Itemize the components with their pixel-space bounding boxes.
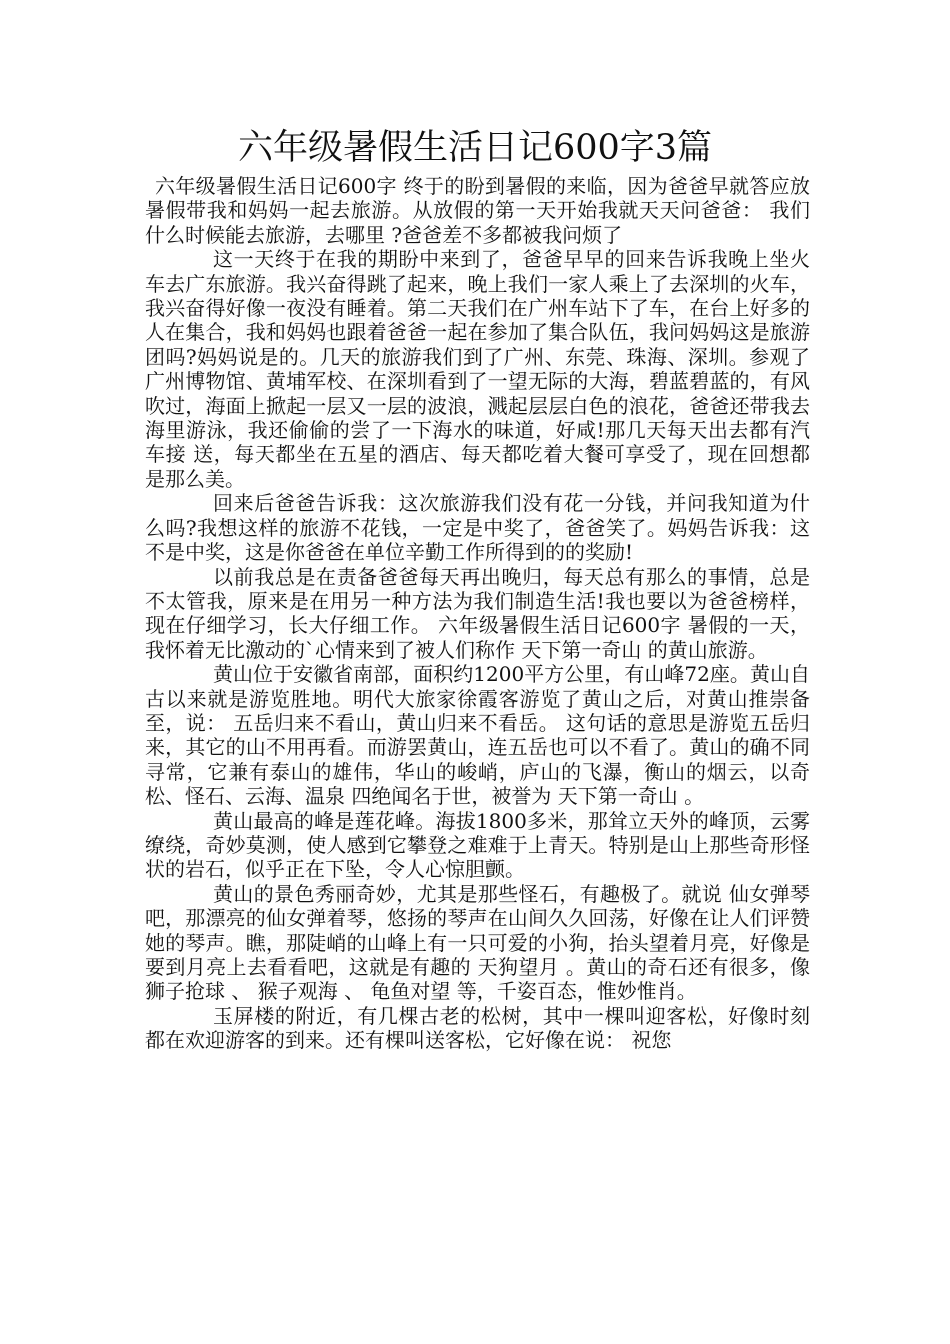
document-body xyxy=(145,174,810,1053)
document-title: 六年级暑假生活日记600字3篇 xyxy=(237,128,713,168)
paragraph-3: 回来后爸爸告诉我：这次旅游我们没有花一分钱，并问我知道为什么吗?我想这样的旅游不花钱，一定是中奖了，爸爸笑了。妈妈告诉我：这不是中奖，这是你爸爸在单位辛勤工作所得到的的奖励! xyxy=(145,491,810,565)
paragraph-7: 黄山的景色秀丽奇妙，尤其是那些怪石，有趣极了。就说 仙女弹琴 吧，那漂亮的仙女弹着琴，悠扬的琴声在山间久久回荡，好像在让人们评赞她的琴声。瞧，那陡峭的山峰上有一只可爱的小狗，抬头望着月亮，好像是要到月亮上去看看吧，这就是有趣的 天狗望月 。黄山的奇石还有很多，像 狮子抢球 、 猴子观海 、 龟鱼对望 等，千姿百态，惟妙惟肖。 xyxy=(145,881,810,1004)
paragraph-5: 黄山位于安徽省南部，面积约1200平方公里，有山峰72座。黄山自古以来就是游览胜地。明代大旅家徐霞客游览了黄山之后，对黄山推崇备至，说： 五岳归来不看山，黄山归来不看岳。 这句话的意思是游览五岳归来，其它的山不用再看。而游罢黄山，连五岳也可以不看了。黄山的确不同寻常，它兼有泰山的雄伟，华山的峻峭，庐山的飞瀑，衡山的烟云，以奇松、怪石、云海、温泉 四绝闻名于世，被誉为 天下第一奇山 。 xyxy=(145,662,810,809)
paragraph-6: 黄山最高的峰是莲花峰。海拔1800多米，那耸立天外的峰顶，云雾缭绕，奇妙莫测，使人感到它攀登之难难于上青天。特别是山上那些奇形怪状的岩石，似乎正在下坠，令人心惊胆颤。 xyxy=(145,808,810,882)
paragraph-1: 六年级暑假生活日记600字 终于的盼到暑假的来临，因为爸爸早就答应放暑假带我和妈妈一起去旅游。从放假的第一天开始我就天天问爸爸： 我们什么时候能去旅游，去哪里 ?爸爸差不多都被我问烦了 xyxy=(145,174,810,247)
paragraph-8: 玉屏楼的附近，有几棵古老的松树，其中一棵叫迎客松，好像时刻都在欢迎游客的到来。还有棵叫送客松，它好像在说： 祝您 xyxy=(145,1003,810,1053)
paragraph-2: 这一天终于在我的期盼中来到了，爸爸早早的回来告诉我晚上坐火车去广东旅游。我兴奋得跳了起来，晚上我们一家人乘上了去深圳的火车，我兴奋得好像一夜没有睡着。第二天我们在广州车站下了车，在台上好多的人在集合，我和妈妈也跟着爸爸一起在参加了集合队伍，我问妈妈这是旅游团吗?妈妈说是的。几天的旅游我们到了广州、东莞、珠海、深圳。参观了广州博物馆、黄埔军校、在深圳看到了一望无际的大海，碧蓝碧蓝的，有风吹过，海面上掀起一层又一层的波浪，溅起层层白色的浪花，爸爸还带我去海里游泳，我还偷偷的尝了一下海水的味道，好咸!那几天每天出去都有汽车接 送，每天都坐在五星的酒店、每天都吃着大餐可享受了，现在回想都是那么美。 xyxy=(145,247,810,491)
paragraph-4: 以前我总是在责备爸爸每天再出晚归，每天总有那么的事情，总是不太管我，原来是在用另一种方法为我们制造生活!我也要以为爸爸榜样，现在仔细学习，长大仔细工作。 六年级暑假生活日记600字 暑假的一天，我怀着无比激动的`心情来到了被人们称作 天下第一奇山 的黄山旅游。 xyxy=(145,564,810,662)
